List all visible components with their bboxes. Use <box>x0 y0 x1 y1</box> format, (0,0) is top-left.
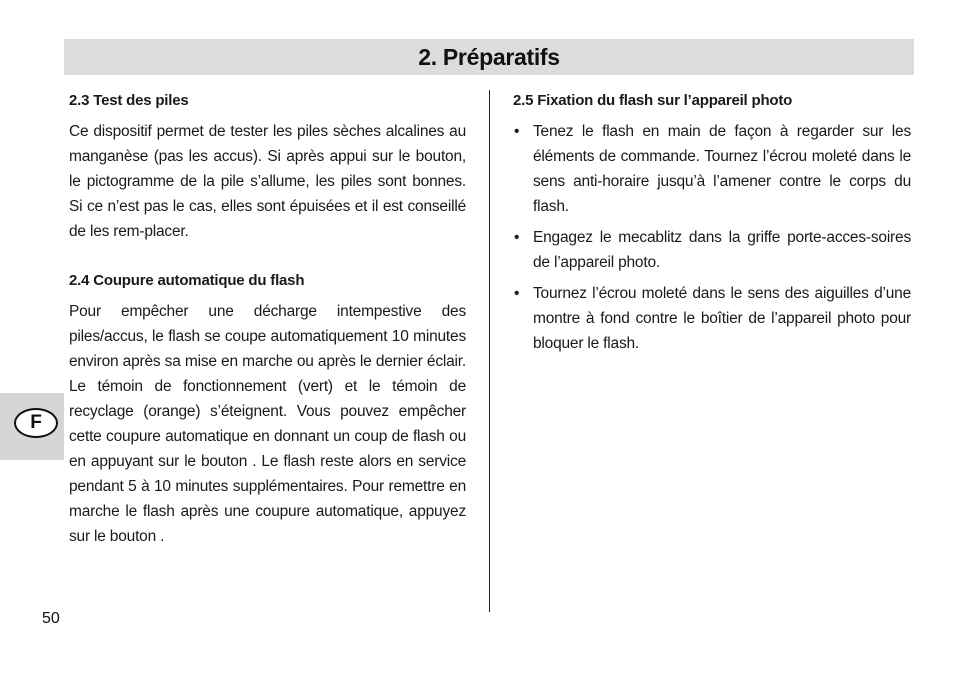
bullet-text: Tournez l’écrou moleté dans le sens des aiguilles d’une montre à fond contre le boîtier de l’appareil photo pour bloquer le flash. <box>533 285 911 352</box>
section-fixation-du-flash <box>513 88 911 356</box>
language-letter: F <box>30 412 42 433</box>
list-item <box>513 281 911 356</box>
section-test-des-piles <box>69 88 466 244</box>
section-heading-2-4: 2.4 Coupure automatique du flash <box>69 272 305 289</box>
chapter-title: 2. Préparatifs <box>418 43 560 70</box>
section-coupure-automatique <box>69 268 466 549</box>
bullet-list <box>513 119 911 356</box>
section-heading-2-3: 2.3 Test des piles <box>69 92 189 109</box>
list-item <box>513 119 911 219</box>
left-column <box>69 88 466 549</box>
section-body-2-3: Ce dispositif permet de tester les piles sèches alcalines au manganèse (pas les accus). Si après appui sur le bouton, le pictogramme de la pile s’allume, les piles sont bonnes. Si ce n’est pas le cas, elles sont épuisées et il est conseillé de les rem-placer. <box>69 123 466 240</box>
section-gap <box>69 244 466 268</box>
page-number: 50 <box>42 610 60 627</box>
right-column <box>513 88 911 362</box>
bullet-text: Tenez le flash en main de façon à regarder sur les éléments de commande. Tournez l’écrou moleté dans le sens anti-horaire jusqu’à l’amener contre le corps du flash. <box>533 123 911 215</box>
bullet-icon: • <box>514 285 520 302</box>
section-heading-2-5: 2.5 Fixation du flash sur l’appareil photo <box>513 92 793 109</box>
section-body-2-4: Pour empêcher une décharge intempestive des piles/accus, le flash se coupe automatiquement 10 minutes environ après sa mise en marche ou après le dernier éclair. Le témoin de fonctionnement (vert) et le témoin de recyclage (orange) s’éteignent. Vous pouvez empêcher cette coupure automatique en donnant un coup de flash ou en appuyant sur le bouton . Le flash reste alors en service pendant 5 à 10 minutes supplémentaires. Pour remettre en marche le flash après une coupure automatique, appuyez sur le bouton . <box>69 303 466 545</box>
list-item <box>513 225 911 275</box>
language-badge <box>14 408 58 438</box>
bullet-text: Engagez le mecablitz dans la griffe porte-acces-soires de l’appareil photo. <box>533 229 911 271</box>
bullet-icon: • <box>514 123 520 140</box>
chapter-header-bar <box>64 39 914 75</box>
column-divider <box>489 90 490 612</box>
bullet-icon: • <box>514 229 520 246</box>
